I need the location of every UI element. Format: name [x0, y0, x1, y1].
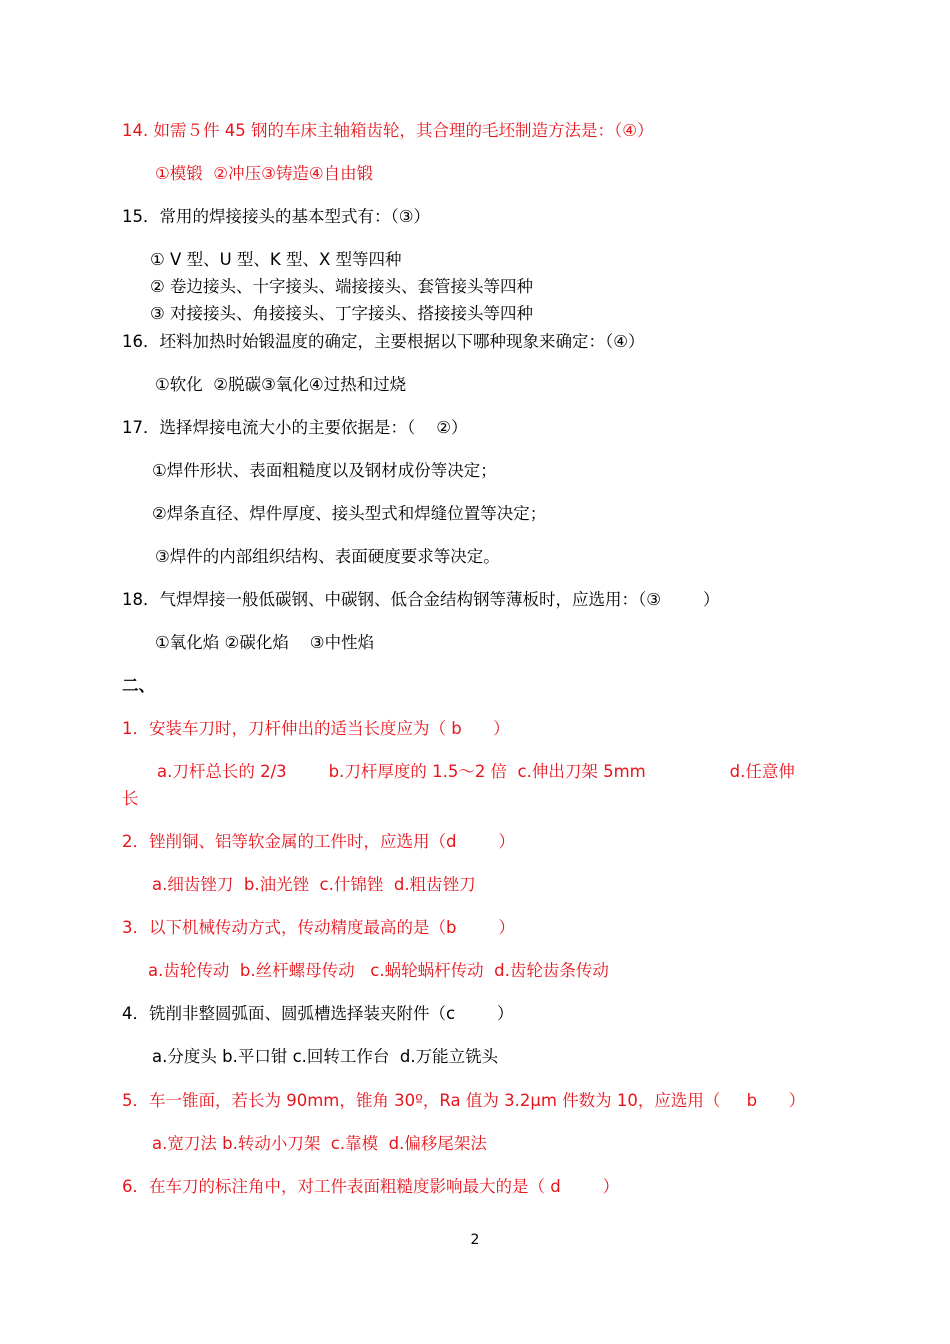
- question-15-option-1: ① V 型、U 型、K 型、X 型等四种: [150, 250, 402, 269]
- question-6: 6．在车刀的标注角中，对工件表面粗糙度影响最大的是（ d ）: [122, 1177, 620, 1196]
- question-3-options: a.齿轮传动 b.丝杆螺母传动 c.蜗轮蜗杆传动 d.齿轮齿条传动: [148, 961, 609, 980]
- question-16: 16．坯料加热时始锻温度的确定，主要根据以下哪种现象来确定：（④）: [122, 332, 645, 351]
- question-3: 3．以下机械传动方式，传动精度最高的是（b ）: [122, 918, 515, 937]
- question-17-option-1: ①焊件形状、表面粗糙度以及钢材成份等决定；: [152, 461, 497, 480]
- question-17-option-2: ②焊条直径、焊件厚度、接头型式和焊缝位置等决定；: [152, 504, 547, 523]
- section-heading: 二、: [122, 676, 155, 695]
- question-2-options: a.细齿锉刀 b.油光锉 c.什锦锉 d.粗齿锉刀: [152, 875, 476, 894]
- question-1-options: a.刀杆总长的 2/3 b.刀杆厚度的 1.5～2 倍 c.伸出刀架 5mm d.任意伸: [157, 762, 795, 781]
- question-2: 2．锉削铜、铝等软金属的工件时，应选用（d ）: [122, 832, 515, 851]
- question-15: 15．常用的焊接接头的基本型式有：（③）: [122, 207, 431, 226]
- question-16-options: ①软化 ②脱碳③氧化④过热和过烧: [155, 375, 407, 394]
- question-4-options: a.分度头 b.平口钳 c.回转工作台 d.万能立铣头: [152, 1047, 499, 1066]
- question-1: 1．安装车刀时，刀杆伸出的适当长度应为（ b ）: [122, 719, 510, 738]
- question-18-options: ①氧化焰 ②碳化焰 ③中性焰: [155, 633, 375, 652]
- question-18: 18．气焊焊接一般低碳钢、中碳钢、低合金结构钢等薄板时，应选用：（③ ）: [122, 590, 720, 609]
- question-17-option-3: ③焊件的内部组织结构、表面硬度要求等决定。: [155, 547, 500, 566]
- question-1-options-wrap: 长: [122, 789, 139, 808]
- question-15-option-2: ② 卷边接头、十字接头、端接接头、套管接头等四种: [150, 277, 534, 296]
- question-14-options: ①模锻 ②冲压③铸造④自由锻: [155, 164, 374, 183]
- question-15-option-3: ③ 对接接头、角接接头、丁字接头、搭接接头等四种: [150, 304, 534, 323]
- page-number: 2: [470, 1232, 480, 1248]
- question-4: 4．铣削非整圆弧面、圆弧槽选择装夹附件（c ）: [122, 1004, 514, 1023]
- question-5-options: a.宽刀法 b.转动小刀架 c.靠模 d.偏移尾架法: [152, 1134, 487, 1153]
- question-5: 5．车一锥面，若长为 90mm，锥角 30º，Ra 值为 3.2μm 件数为 10，应选用（ b ）: [122, 1091, 806, 1110]
- question-17: 17．选择焊接电流大小的主要依据是：（ ②）: [122, 418, 468, 437]
- question-14: 14. 如需５件 45 钢的车床主轴箱齿轮，其合理的毛坯制造方法是：（④）: [122, 121, 654, 140]
